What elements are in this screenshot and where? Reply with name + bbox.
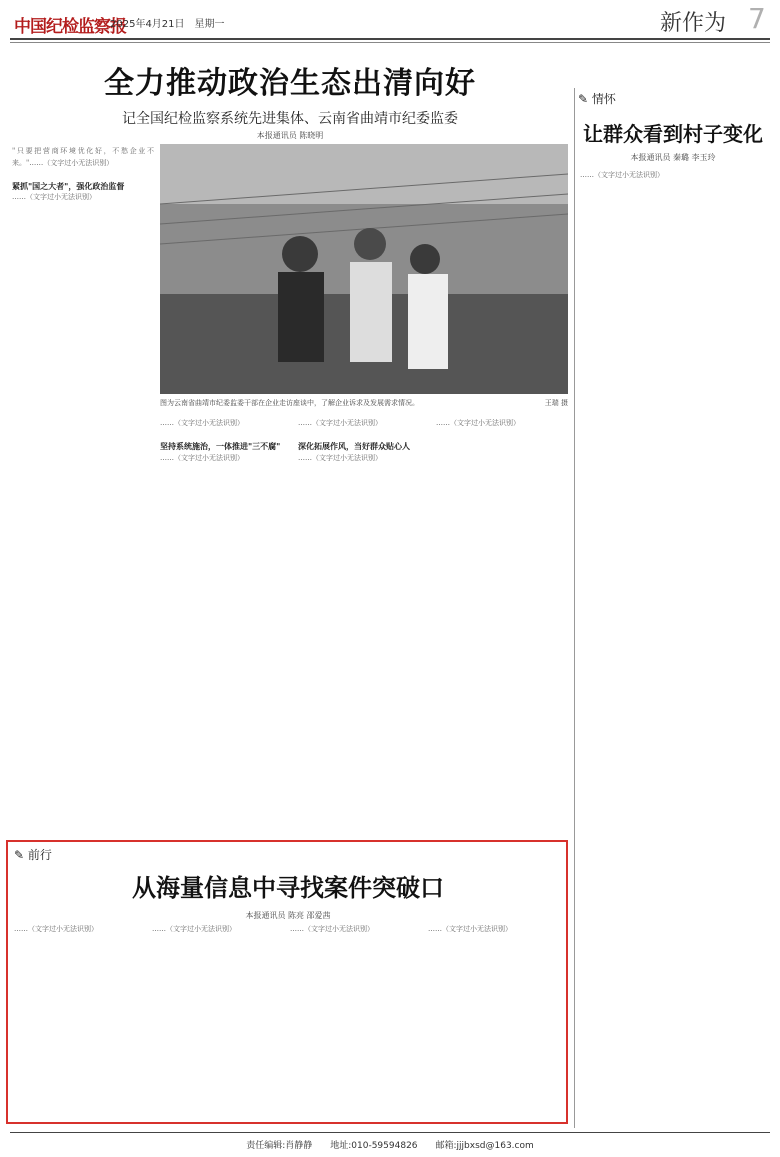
article-column-3: ……（文字过小无法识别） 深化拓展作风，当好群众贴心人 ……（文字过小无法识别） [298, 418, 430, 836]
subtitle-2: 坚持系统施治，一体推进"三不腐" [160, 441, 281, 451]
article-column-4: ……（文字过小无法识别） [436, 419, 520, 427]
subtitle-3: 深化拓展作风，当好群众贴心人 [298, 441, 410, 451]
box-tag-label: 前行 [27, 848, 52, 862]
main-byline: 本报通讯员 陈晓明 [256, 131, 324, 140]
box-column-4: ……（文字过小无法识别） [428, 925, 512, 933]
footer-info: 责任编辑:肖静静 地址:010-59594826 邮箱:jjjbxsd@163.com [246, 1141, 534, 1151]
masthead-brand: 中国纪检监察报 [14, 17, 126, 37]
photo-caption-text: 图为云南省曲靖市纪委监委干部在企业走访座谈中，了解企业诉求及发展需求情况。 [160, 399, 419, 407]
subtitle-1: 紧抓"国之大者"，强化政治监督 [12, 180, 125, 191]
box-section-tag: ✎ 前行 [14, 848, 52, 862]
box-article-title: 从海量信息中寻找案件突破口 [132, 874, 444, 902]
side-section-tag: ✎ 情怀 [578, 92, 616, 106]
section-name: 新作为 [660, 11, 727, 36]
article-column-2: ……（文字过小无法识别） 坚持系统施治，一体推进"三不腐" ……（文字过小无法识别） [160, 418, 292, 836]
header-rule-thin [10, 42, 770, 43]
side-byline: 本报通讯员 秦璐 李玉玲 [630, 153, 716, 162]
side-article-title: 让群众看到村子变化 [583, 122, 763, 146]
article-column-1: "只要把营商环境优化好，不愁企业不来。"……（文字过小无法识别） 紧抓"国之大者"，强化政治监督 ……（文字过小无法识别） [12, 147, 154, 201]
photo-caption [160, 398, 568, 408]
news-photo [160, 144, 568, 394]
box-column-1: ……（文字过小无法识别） [14, 925, 98, 933]
main-subhead: 记全国纪检监察系统先进集体、云南省曲靖市纪委监委 [122, 111, 458, 127]
side-tag-label: 情怀 [591, 92, 616, 106]
column-divider [574, 88, 575, 1128]
box-byline: 本报通讯员 陈亮 邵爱茜 [245, 911, 331, 920]
main-headline: 全力推动政治生态出清向好 [104, 66, 476, 101]
issue-date: 2025年4月21日 星期一 [110, 19, 225, 30]
page-number: 7 [748, 2, 766, 35]
photo-credit: 王瑞 摄 [544, 399, 568, 407]
box-column-3: ……（文字过小无法识别） [290, 925, 374, 933]
footer-rule [10, 1132, 770, 1133]
box-column-2: ……（文字过小无法识别） [152, 925, 236, 933]
header-rule [10, 38, 770, 40]
greenhouse-photo-icon [160, 144, 568, 394]
side-article-body: ……（文字过小无法识别） [580, 171, 664, 179]
